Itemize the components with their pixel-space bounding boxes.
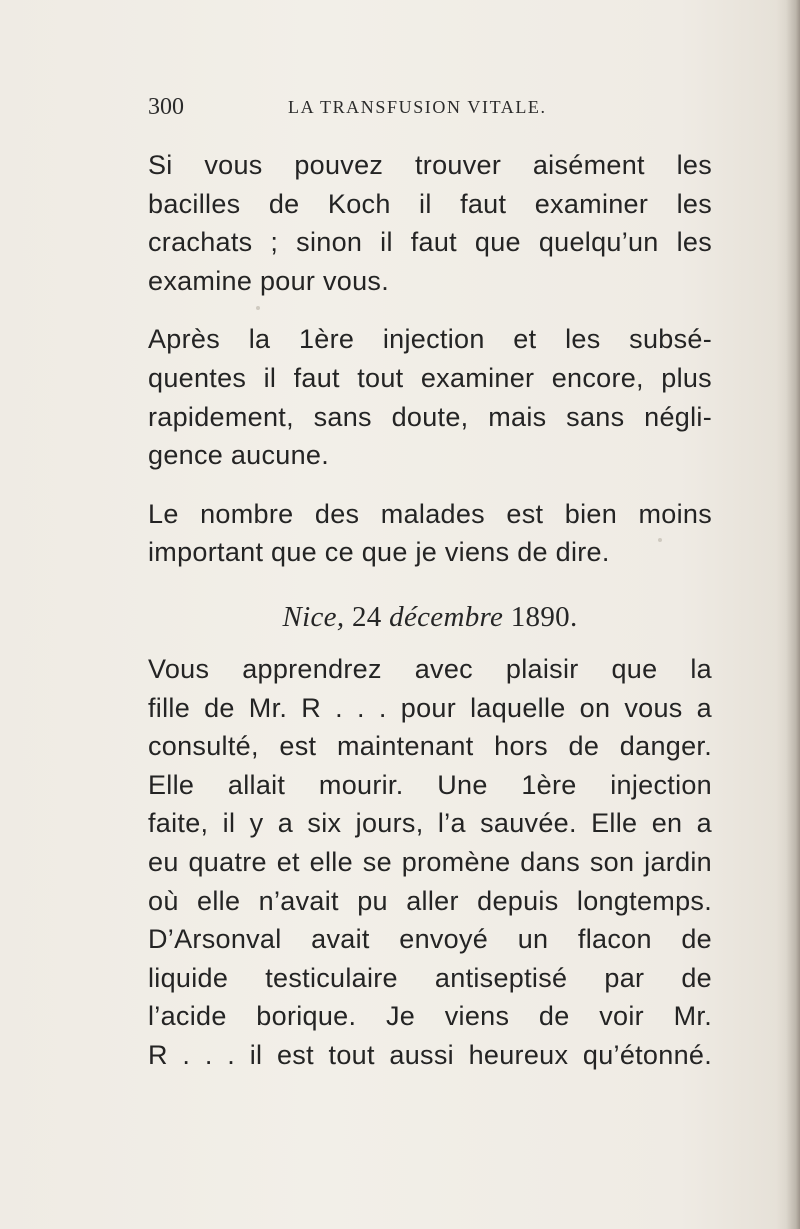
text-line: Elle allait mourir. Une 1ère injection xyxy=(148,769,712,800)
paragraph-gap xyxy=(148,475,712,495)
paragraph-injection xyxy=(148,320,712,474)
text-line: faite, il y a six jours, l’a sauvée. Elle en a xyxy=(148,808,712,839)
text-line: D’Arsonval avait envoyé un flacon de xyxy=(148,924,712,955)
dateline-year: 1890. xyxy=(510,600,578,633)
page-header xyxy=(148,94,712,126)
text-line: fille de Mr. R . . . pour laquelle on vous a xyxy=(148,692,712,723)
text-line: Le nombre des malades est bien moins xyxy=(148,498,712,529)
text-line: Si vous pouvez trouver aisément les xyxy=(148,150,712,180)
text-line: Après la 1ère injection et les subsé- xyxy=(148,324,712,355)
dateline-day: 24 xyxy=(351,600,382,633)
text-line: liquide testiculaire antiseptisé par de xyxy=(148,962,712,993)
dateline-month: décembre xyxy=(389,600,504,633)
text-line: crachats ; sinon il faut que quelqu’un les xyxy=(148,227,712,258)
letter-dateline xyxy=(148,572,712,650)
text-line: bacilles de Koch il faut examiner les xyxy=(148,188,712,219)
paragraph-letter xyxy=(148,650,712,1075)
text-line: quentes il faut tout examiner encore, plus xyxy=(148,362,712,393)
body-text xyxy=(148,146,712,1074)
running-title: LA TRANSFUSION VITALE. xyxy=(288,97,547,117)
text-line: l’acide borique. Je viens de voir Mr. xyxy=(148,1001,712,1032)
text-line: consulté, est maintenant hors de danger. xyxy=(148,731,712,762)
paragraph-bacilles xyxy=(148,146,712,300)
text-line: Vous apprendrez avec plaisir que la xyxy=(148,653,712,684)
text-line: gence aucune. xyxy=(148,440,330,471)
text-line: où elle n’avait pu aller depuis longtemps. xyxy=(148,885,712,916)
text-line: important que ce que je viens de dire. xyxy=(148,537,610,568)
paragraph-gap xyxy=(148,300,712,320)
page-number: 300 xyxy=(148,94,184,120)
text-line: eu quatre et elle se promène dans son jardin xyxy=(148,846,712,877)
text-line: R . . . il est tout aussi heureux qu’étonné. xyxy=(148,1039,712,1070)
text-line: rapidement, sans doute, mais sans négli- xyxy=(148,401,712,432)
page-edge-shadow xyxy=(786,0,800,1229)
dateline-place: Nice, xyxy=(282,600,345,633)
paragraph-malades xyxy=(148,495,712,572)
text-line: examine pour vous. xyxy=(148,265,390,296)
